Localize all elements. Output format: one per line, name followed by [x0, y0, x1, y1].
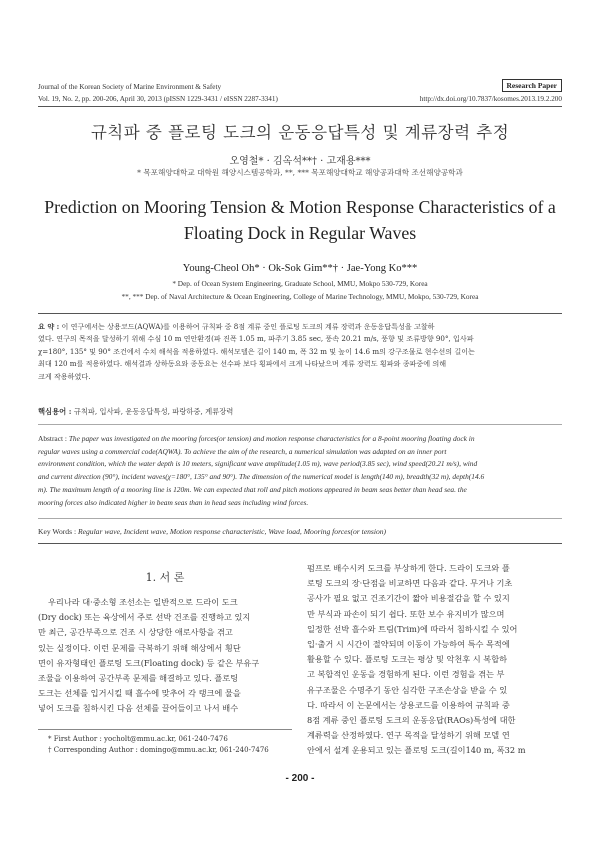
research-paper-badge: Research Paper: [502, 79, 562, 92]
korean-abstract-line: χ=180°, 135° 및 90° 조건에서 수치 해석을 적용하였다. 해석모델은 길이 140 m, 폭 32 m 및 높이 14.6 m의 강구조물로 현수선의 길이는: [38, 346, 475, 356]
korean-abstract-line: 였다. 연구의 목적을 달성하기 위해 수심 10 m 연안환경(파 진폭 1.05 m, 파주기 3.85 sec, 풍속 20.21 m/s, 풍향 및 조류방향 90°, 입사파: [38, 334, 474, 344]
footnotes: [48, 734, 269, 756]
english-abstract-line: Abstract : The paper was investigated on the mooring forces(or tension) and motion response characteristics for a 8-point mooring floating dock in: [38, 434, 475, 443]
footnote-rule: [38, 729, 292, 730]
english-keywords-label: Key Words :: [38, 527, 77, 536]
korean-title: 규칙파 중 플로팅 도크의 운동응답특성 및 계류장력 추정: [90, 123, 510, 142]
body-line: 일정한 선박 흘수와 트림(Trim)에 따라서 침하시킬 수 있어: [307, 623, 518, 634]
body-line: 공사가 필요 없고 건조기간이 짧아 비용절감을 할 수 있지: [307, 593, 510, 604]
body-line: 안에서 설계 운용되고 있는 플로팅 도크(길이140 m, 폭32 m: [307, 745, 526, 756]
body-line: 면이 유자형태인 플로팅 도크(Floating dock) 등 같은 부유구: [38, 657, 260, 668]
body-line: 도크는 선체를 입거시킬 때 흘수에 맞추어 각 탱크에 물을: [38, 688, 241, 699]
korean-keywords-label: 핵심용어 :: [38, 407, 72, 416]
english-affiliation-2: **, *** Dep. of Naval Architecture & Ocean Engineering, College of Marine Technology, MMU, Mokpo, 530-729, Korea: [121, 292, 479, 301]
english-abstract: [38, 433, 562, 509]
body-line: 넣어 도크를 침하시킨 다음 선체를 끌어들이고 나서 배수: [38, 703, 239, 714]
body-line: 활용할 수 있다. 플로팅 도크는 평상 및 악천후 시 복합하: [307, 654, 508, 665]
korean-keywords-text: 규칙파, 입사파, 운동응답특성, 파랑하중, 계류장력: [73, 407, 234, 416]
english-abstract-line: and current direction (90°), incident waves(χ=180°, 135° and 90°). The dimension of the numerical model is length(140 m), breadth(32 m), depth(14.6: [38, 472, 485, 482]
section-heading-introduction: 1. 서 론: [145, 571, 185, 584]
english-title: [20, 194, 580, 246]
page-number: - 200 -: [285, 773, 315, 784]
abstract-top-rule: [38, 313, 562, 314]
english-title-line-1: Prediction on Mooring Tension & Motion Response Characteristics of a: [44, 197, 556, 217]
body-line: 조물을 이용하여 공간부족 문제를 해결하고 있다. 플로팅: [38, 673, 239, 684]
first-author-footnote: * First Author : yocholt@mmu.ac.kr, 061-240-7476: [48, 735, 228, 743]
korean-abstract-line: 크게 작용하였다.: [38, 371, 91, 381]
corresponding-author-footnote: † Corresponding Author : domingo@mmu.ac.kr, 061-240-7476: [48, 746, 269, 754]
english-authors: Young-Cheol Oh* · Ok-Sok Gim**† · Jae-Yong Ko***: [182, 263, 418, 274]
body-line: 만 부식과 파손이 되기 쉽다. 또한 보수 유지비가 많으며: [307, 608, 505, 619]
english-abstract-line: mooring forces also indicated higher in beam seas than in head seas including wind forces.: [38, 497, 309, 507]
body-line: 만 최근, 공간부족으로 건조 시 상당한 애로사항을 겪고: [38, 627, 233, 638]
english-abstract-label: Abstract :: [38, 434, 67, 443]
body-line: 있는 실정이다. 이런 문제를 극복하기 위해 해상에서 횡단: [38, 642, 241, 653]
korean-affiliation: * 목포해양대학교 대학원 해양시스템공학과, **, *** 목포해양대학교 해양공과대학 조선해양공학과: [137, 168, 463, 177]
english-abstract-rule: [38, 518, 562, 519]
body-line: 다. 따라서 이 논문에서는 상용코드를 이용하여 규칙파 중: [307, 699, 510, 710]
english-abstract-line: environment condition, which the water depth is 10 meters, significant wave amplitude(1.05 m), wave period(3.85 sec), wind speed(20.21 m/s), wind: [38, 459, 478, 469]
doi-link[interactable]: http://dx.doi.org/10.7837/kosomes.2013.19.2.200: [419, 95, 562, 103]
english-keywords: [38, 527, 386, 536]
journal-name: Journal of the Korean Society of Marine Environment & Safety: [38, 83, 222, 91]
body-line: 펌프로 배수시켜 도크를 부상하게 한다. 드라이 도크와 플: [307, 563, 510, 573]
english-affiliation-1: * Dep. of Ocean System Engineering, Graduate School, MMU, Mokpo 530-729, Korea: [172, 279, 428, 288]
korean-abstract-line: 최대 120 m를 적용하였다. 해석결과 상하동요와 종동요는 선수파 보다 횡파에서 크게 나타났으며 계류 장력도 횡파와 종파중에 의해: [38, 359, 447, 369]
header-rule: [38, 106, 562, 107]
intro-left-column: [38, 595, 292, 717]
intro-right-column: [307, 561, 562, 759]
body-line: 우리나라 대·중소형 조선소는 일반적으로 드라이 도크: [48, 597, 238, 607]
english-abstract-line: regular waves using a commercial code(AQWA). To achieve the aim of the research, a numerical simulation was adapted on an inner port: [38, 446, 447, 456]
korean-abstract: [38, 321, 562, 383]
english-title-line-2: Floating Dock in Regular Waves: [183, 223, 417, 243]
body-line: 고 복합적인 운동을 경험하게 된다. 이런 경험을 겪는 부: [307, 669, 505, 680]
body-line: 입·출거 시 시간이 절약되며 이동이 가능하여 특수 목적에: [307, 639, 510, 650]
body-line: 유구조물은 수명주기 동안 심각한 구조손상을 받을 수 있: [307, 684, 508, 695]
korean-authors: 오영철* · 김옥석**† · 고재용***: [229, 156, 371, 167]
korean-abstract-label: 요 약 :: [38, 322, 60, 331]
english-abstract-line: m). The maximum length of a mooring line is 120m. We can expected that roll and pitch motions appeared in beam seas better than head sea. the: [38, 484, 467, 494]
body-line: 로팅 도크의 장·단점을 비교하면 다음과 같다. 무거나 기초: [307, 578, 513, 589]
korean-abstract-line: 요 약 : 이 연구에서는 상용코드(AQWA)를 이용하여 규칙파 중 8점 계류 중인 플로팅 도크의 계류 장력과 운동응답특성을 고찰하: [38, 322, 435, 331]
body-line: 계류력을 산정하였다. 연구 목적을 달성하기 위해 모델 연: [307, 730, 510, 741]
korean-keywords: [38, 407, 233, 417]
volume-line: Vol. 19, No. 2, pp. 200-206, April 30, 2013 (pISSN 1229-3431 / eISSN 2287-3341): [38, 95, 278, 103]
english-keywords-text: Regular wave, Incident wave, Motion response characteristic, Wave load, Mooring forces(or tension): [77, 527, 387, 536]
body-line: 8점 계류 중인 플로팅 도크의 운동응답(RAOs)특성에 대한: [307, 715, 516, 726]
body-line: (Dry dock) 또는 육상에서 주로 선박 건조를 진행하고 있지: [38, 612, 251, 623]
keywords-rule: [38, 424, 562, 425]
abstract-bottom-rule: [38, 543, 562, 544]
